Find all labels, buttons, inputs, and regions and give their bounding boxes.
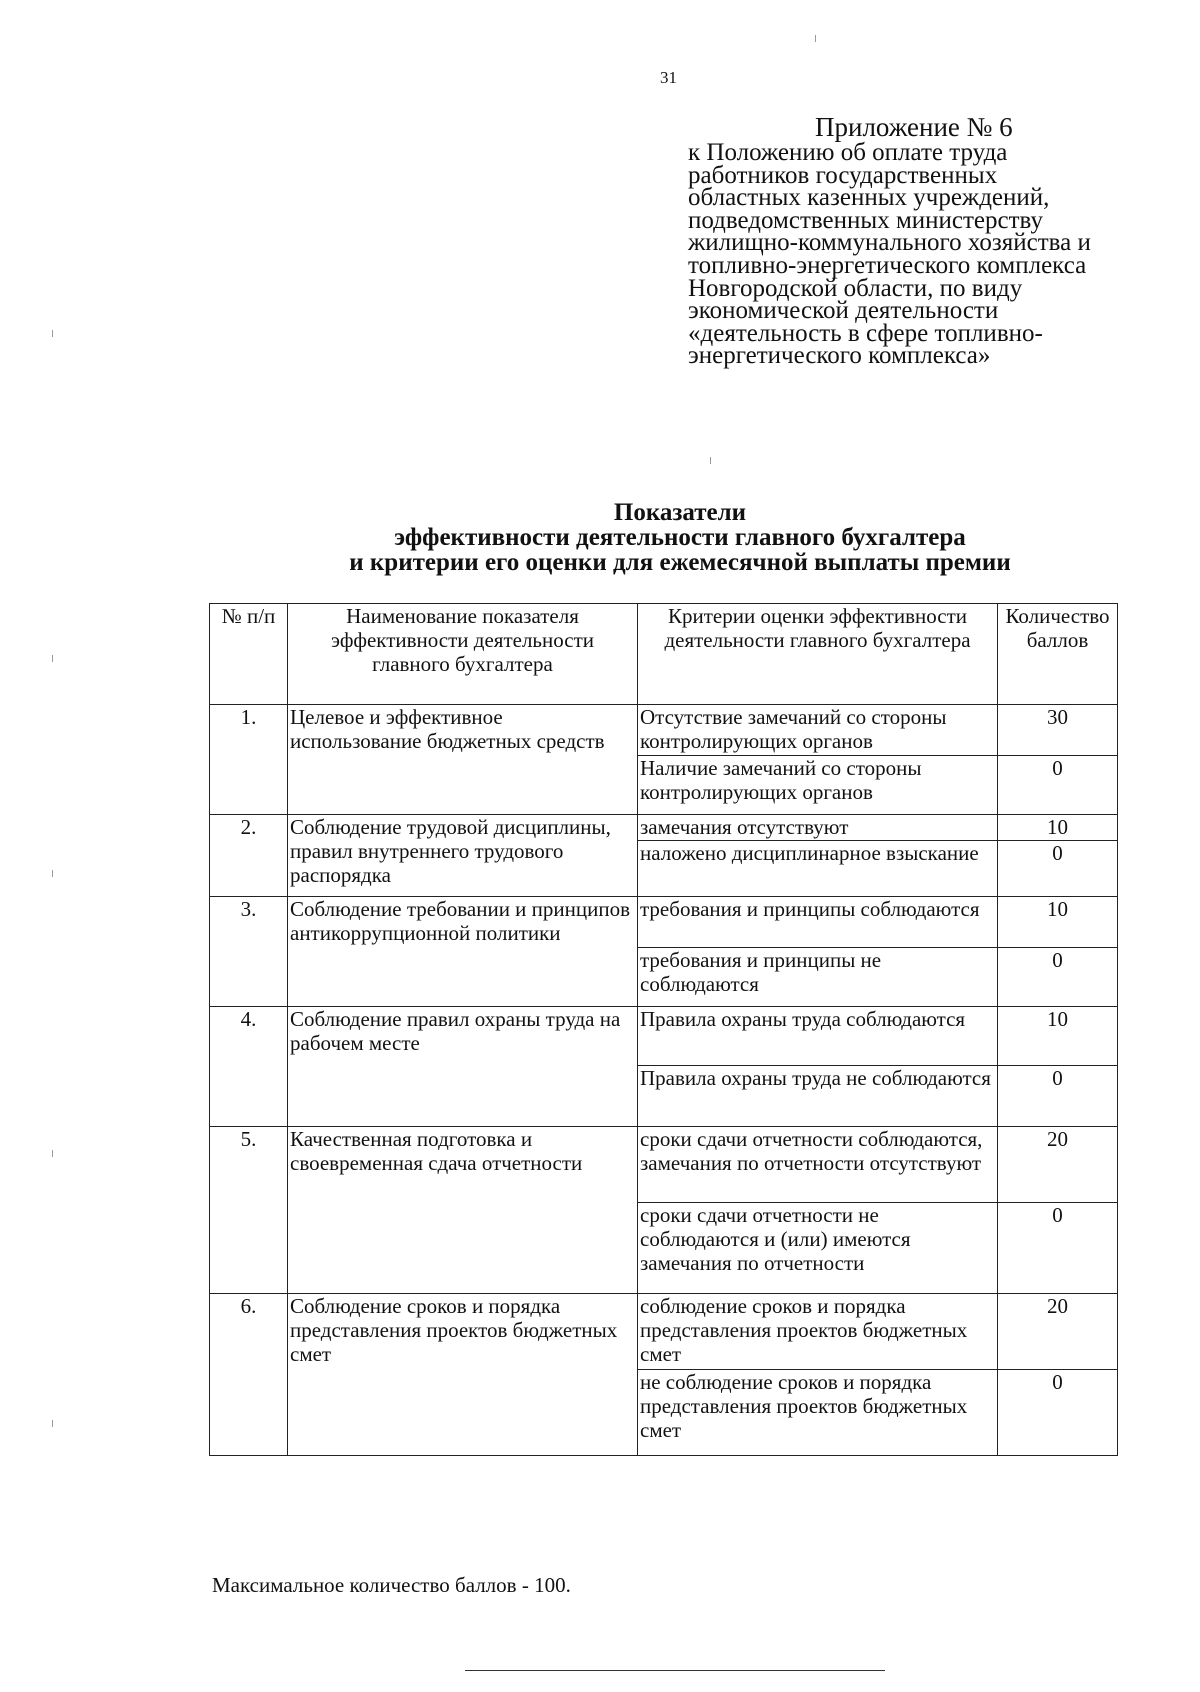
appendix-line: жилищно-коммунального хозяйства и (688, 229, 1091, 257)
appendix-line: «деятельность в сфере топливно- (688, 319, 1043, 347)
criterion-text: требования и принципы не соблюдаются (638, 948, 998, 1007)
criterion-points: 10 (998, 897, 1118, 948)
end-rule-divider (465, 1670, 885, 1671)
row-number: 1. (210, 705, 288, 815)
criterion-points: 0 (998, 1203, 1118, 1294)
appendix-line: экономической деятельности (688, 297, 999, 325)
header-criteria: Критерии оценки эффективности деятельности главного бухгалтера (638, 604, 998, 705)
criteria-table (209, 603, 1118, 1456)
header-points: Количество баллов (998, 604, 1118, 705)
indicator-name: Соблюдение сроков и порядка представления проектов бюджетных смет (288, 1294, 638, 1456)
criterion-text: Правила охраны труда не соблюдаются (638, 1066, 998, 1127)
criterion-points: 0 (998, 1370, 1118, 1456)
table-header-row (210, 604, 1118, 705)
criterion-points: 10 (998, 1007, 1118, 1066)
criterion-points: 20 (998, 1127, 1118, 1203)
margin-mark (52, 330, 53, 337)
appendix-line: к Положению об оплате труда (688, 139, 1008, 166)
row-number: 3. (210, 897, 288, 1007)
table-row (210, 1127, 1118, 1203)
criterion-text: Отсутствие замечаний со стороны контролирующих органов (638, 705, 998, 756)
margin-mark (815, 35, 816, 42)
row-number: 4. (210, 1007, 288, 1127)
criterion-text: соблюдение сроков и порядка представления проектов бюджетных смет (638, 1294, 998, 1370)
row-number: 6. (210, 1294, 288, 1456)
criterion-text: сроки сдачи отчетности не соблюдаются и (или) имеются замечания по отчетности (638, 1203, 998, 1294)
criterion-points: 0 (998, 841, 1118, 897)
criterion-text: Наличие замечаний со стороны контролирующих органов (638, 756, 998, 815)
margin-mark (710, 457, 711, 464)
criterion-text: наложено дисциплинарное взыскание (638, 841, 998, 897)
indicator-name: Соблюдение требовании и принципов антикоррупционной политики (288, 897, 638, 1007)
table-row (210, 815, 1118, 841)
criterion-points: 10 (998, 815, 1118, 841)
criterion-points: 0 (998, 1066, 1118, 1127)
criterion-points: 0 (998, 756, 1118, 815)
max-points-note: Максимальное количество баллов - 100. (212, 1573, 571, 1597)
indicator-name: Соблюдение трудовой дисциплины, правил внутреннего трудового распорядка (288, 815, 638, 897)
appendix-line: областных казенных учреждений, (688, 184, 1050, 212)
indicator-name: Соблюдение правил охраны труда на рабочем месте (288, 1007, 638, 1127)
appendix-line: энергетического комплекса» (688, 342, 991, 370)
margin-mark (52, 1420, 53, 1427)
table-row (210, 1007, 1118, 1066)
indicator-name: Целевое и эффективное использование бюджетных средств (288, 705, 638, 815)
margin-mark (52, 1150, 53, 1157)
criterion-points: 20 (998, 1294, 1118, 1370)
criterion-text: Правила охраны труда соблюдаются (638, 1007, 998, 1066)
appendix-body (688, 139, 1158, 370)
table-row (210, 897, 1118, 948)
header-num: № п/п (210, 604, 288, 705)
header-name: Наименование показателя эффективности деятельности главного бухгалтера (288, 604, 638, 705)
criterion-text: требования и принципы соблюдаются (638, 897, 998, 948)
title-line-1: Показатели (613, 499, 747, 526)
criterion-text: сроки сдачи отчетности соблюдаются, замечания по отчетности отсутствуют (638, 1127, 998, 1203)
appendix-line: работников государственных (688, 161, 998, 189)
criterion-text: замечания отсутствуют (638, 815, 998, 841)
criterion-text: не соблюдение сроков и порядка представления проектов бюджетных смет (638, 1370, 998, 1456)
table-row (210, 705, 1118, 756)
table-row (210, 1294, 1118, 1370)
row-number: 5. (210, 1127, 288, 1294)
appendix-line: Новгородской области, по виду (688, 274, 1023, 302)
row-number: 2. (210, 815, 288, 897)
title-line-2: эффективности деятельности главного бухгалтера (394, 524, 966, 551)
criterion-points: 0 (998, 948, 1118, 1007)
title-line-3: и критерии его оценки для ежемесячной выплаты премии (349, 549, 1011, 576)
indicator-name: Качественная подготовка и своевременная сдача отчетности (288, 1127, 638, 1294)
appendix-title: Приложение № 6 (815, 112, 1013, 142)
margin-mark (52, 870, 53, 877)
margin-mark (52, 655, 53, 662)
page-number: 31 (660, 68, 677, 87)
appendix-line: топливно-энергетического комплекса (688, 251, 1087, 279)
criterion-points: 30 (998, 705, 1118, 756)
appendix-line: подведомственных министерству (688, 206, 1043, 234)
document-title (150, 500, 1200, 575)
